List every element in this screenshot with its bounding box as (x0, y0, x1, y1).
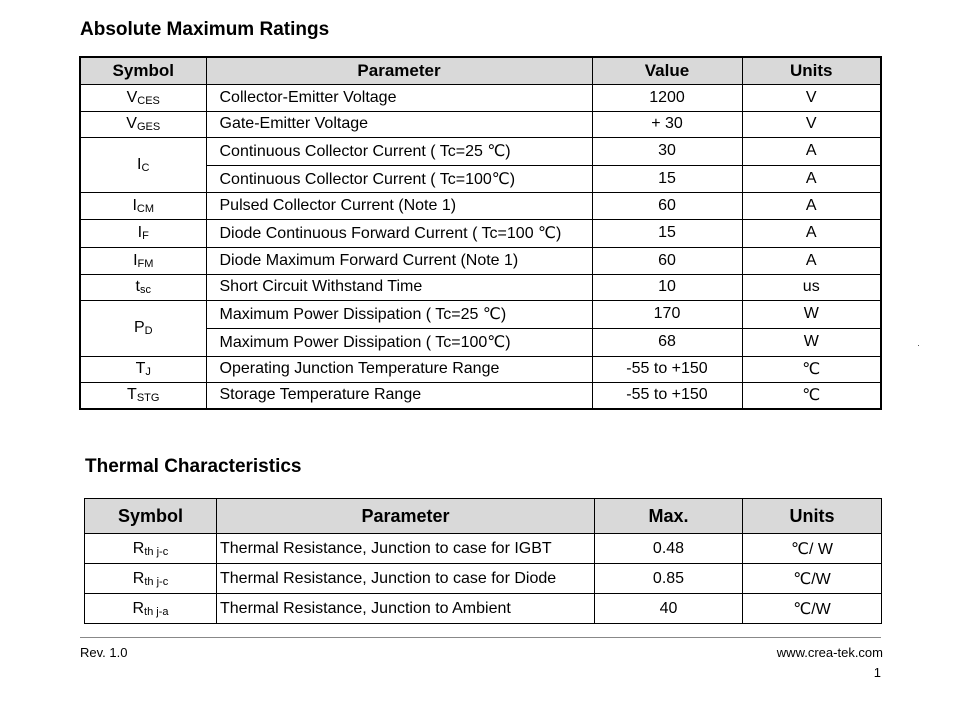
symbol-sub: th j-c (144, 545, 169, 558)
symbol-main: V (126, 115, 137, 132)
symbol-cell (80, 274, 206, 300)
parameter-cell: Maximum Power Dissipation ( Tc=100℃) (206, 328, 592, 356)
value-cell: 60 (592, 247, 742, 274)
value-cell: 10 (592, 274, 742, 300)
parameter-cell: Gate-Emitter Voltage (206, 111, 592, 137)
thermal-characteristics-title: Thermal Characteristics (85, 456, 302, 477)
value-cell: -55 to +150 (592, 356, 742, 382)
parameter-cell: Continuous Collector Current ( Tc=100℃) (206, 165, 592, 192)
parameter-cell: Continuous Collector Current ( Tc=25 ℃) (206, 137, 592, 165)
parameter-cell: Collector-Emitter Voltage (206, 84, 592, 111)
symbol-cell (85, 594, 217, 624)
unit-cell: ℃ (742, 382, 881, 409)
symbol-cell (85, 564, 217, 594)
col-header-parameter: Parameter (206, 57, 592, 84)
unit-cell: W (742, 300, 881, 328)
symbol-main: I (133, 251, 138, 269)
symbol-main: P (133, 319, 145, 336)
symbol-cell (85, 534, 217, 564)
absolute-max-ratings-table (79, 56, 882, 410)
col-header-symbol: Symbol (80, 57, 206, 84)
table-row (80, 219, 881, 247)
symbol-cell (80, 192, 206, 219)
table-header-row (85, 499, 882, 534)
parameter-cell: Pulsed Collector Current (Note 1) (206, 192, 592, 219)
value-cell: 1200 (592, 84, 742, 111)
col-header-parameter: Parameter (217, 499, 595, 534)
symbol-cell (80, 300, 206, 356)
symbol-cell (80, 247, 206, 274)
symbol-main: I (137, 155, 142, 173)
col-header-symbol: Symbol (85, 499, 217, 534)
unit-cell: ℃ (742, 356, 881, 382)
symbol-sub: J (145, 366, 151, 378)
value-cell: 170 (592, 300, 742, 328)
unit-cell: A (742, 247, 881, 274)
value-cell: 0.48 (595, 534, 743, 564)
stray-mark (918, 345, 919, 346)
col-header-value: Value (592, 57, 742, 84)
parameter-cell: Thermal Resistance, Junction to Ambient (217, 594, 595, 624)
table-row (85, 594, 882, 624)
table-row (80, 300, 881, 328)
symbol-cell (80, 356, 206, 382)
table-row (80, 137, 881, 165)
unit-cell: ℃/W (743, 594, 882, 624)
table-row (80, 84, 881, 111)
table-row (80, 274, 881, 300)
value-cell: 40 (595, 594, 743, 624)
value-cell: 60 (592, 192, 742, 219)
value-cell: 68 (592, 328, 742, 356)
symbol-cell (80, 84, 206, 111)
table-row (80, 356, 881, 382)
table-row (80, 247, 881, 274)
symbol-sub: GES (136, 121, 161, 133)
unit-cell: W (742, 328, 881, 356)
symbol-sub: sc (139, 284, 151, 296)
unit-cell: A (742, 165, 881, 192)
unit-cell: ℃/W (743, 564, 882, 594)
value-cell: 30 (592, 137, 742, 165)
absolute-max-ratings-title: Absolute Maximum Ratings (80, 19, 330, 40)
parameter-cell: Operating Junction Temperature Range (206, 356, 592, 382)
symbol-sub: F (142, 230, 149, 242)
symbol-sub: STG (136, 392, 160, 405)
parameter-cell: Diode Continuous Forward Current ( Tc=100 ℃) (206, 219, 592, 247)
symbol-cell (80, 137, 206, 192)
unit-cell: us (742, 274, 881, 300)
symbol-cell (80, 111, 206, 137)
parameter-cell: Diode Maximum Forward Current (Note 1) (206, 247, 592, 274)
symbol-main: V (126, 88, 138, 106)
symbol-sub: D (144, 325, 153, 337)
value-cell: 0.85 (595, 564, 743, 594)
unit-cell: ℃/ W (743, 534, 882, 564)
symbol-sub: CM (136, 202, 155, 215)
symbol-sub: th j-a (144, 605, 169, 618)
table-row (85, 564, 882, 594)
unit-cell: V (742, 84, 881, 111)
value-cell: -55 to +150 (592, 382, 742, 409)
symbol-main: I (137, 224, 143, 241)
parameter-cell: Maximum Power Dissipation ( Tc=25 ℃) (206, 300, 592, 328)
parameter-cell: Storage Temperature Range (206, 382, 592, 409)
symbol-cell (80, 382, 206, 409)
symbol-sub: th j-c (144, 575, 169, 588)
unit-cell: A (742, 219, 881, 247)
unit-cell: A (742, 137, 881, 165)
symbol-main: T (127, 386, 137, 404)
table-header-row (80, 57, 881, 84)
symbol-main: R (132, 599, 145, 617)
unit-cell: V (742, 111, 881, 137)
col-header-max: Max. (595, 499, 743, 534)
table-row (80, 192, 881, 219)
website-link[interactable]: www.crea-tek.com (776, 645, 883, 660)
symbol-main: R (132, 539, 145, 557)
parameter-cell: Short Circuit Withstand Time (206, 274, 592, 300)
symbol-cell (80, 219, 206, 247)
symbol-main: t (135, 278, 140, 295)
footer-divider (80, 637, 881, 638)
unit-cell: A (742, 192, 881, 219)
value-cell: + 30 (592, 111, 742, 137)
parameter-cell: Thermal Resistance, Junction to case for Diode (217, 564, 595, 594)
symbol-sub: C (141, 161, 150, 174)
page-number: 1 (873, 665, 881, 680)
revision-label: Rev. 1.0 (80, 645, 128, 660)
symbol-main: R (132, 569, 145, 587)
table-row (80, 382, 881, 409)
value-cell: 15 (592, 165, 742, 192)
symbol-sub: CES (137, 94, 160, 107)
symbol-sub: FM (137, 257, 154, 270)
table-row (85, 534, 882, 564)
value-cell: 15 (592, 219, 742, 247)
symbol-main: T (135, 360, 146, 377)
col-header-units: Units (742, 57, 881, 84)
col-header-units: Units (743, 499, 882, 534)
table-row (80, 111, 881, 137)
parameter-cell: Thermal Resistance, Junction to case for IGBT (217, 534, 595, 564)
thermal-characteristics-table (84, 498, 882, 624)
symbol-main: I (132, 196, 137, 214)
